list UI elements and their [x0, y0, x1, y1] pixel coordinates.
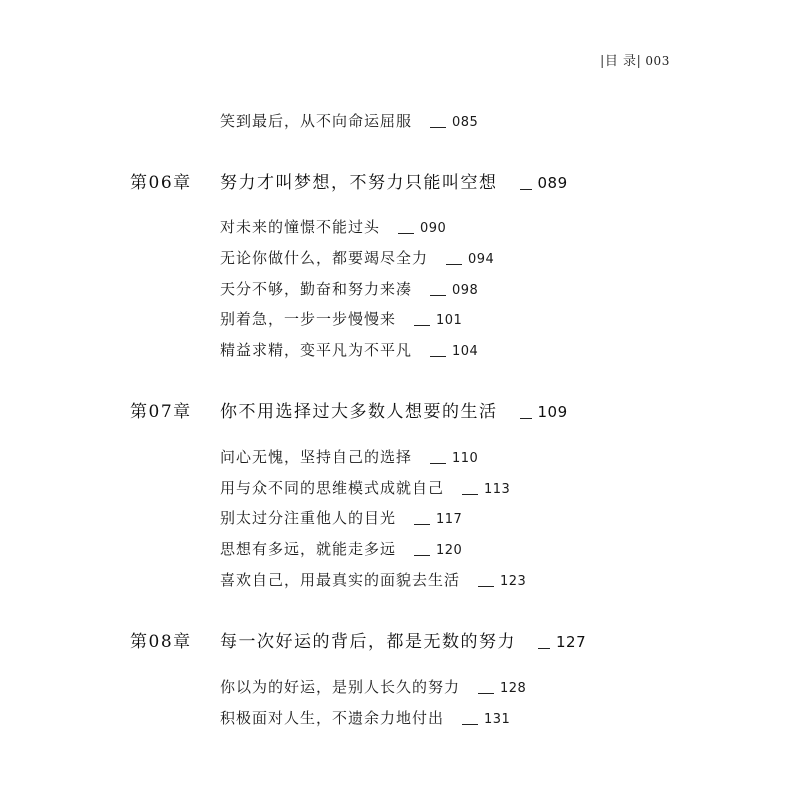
toc-entry[interactable] [220, 542, 462, 557]
toc-entry-page: 094 [468, 252, 495, 267]
leader-line [478, 693, 494, 694]
chapter-label: 第08章 [130, 632, 192, 652]
chapter-title: 你不用选择过大多数人想要的生活 [220, 402, 498, 422]
header-bar-right: | [636, 54, 642, 69]
toc-entry-page: 085 [452, 115, 479, 130]
chapter-heading[interactable] [130, 634, 586, 651]
toc-entry[interactable] [220, 343, 478, 358]
toc-entry[interactable] [220, 312, 462, 327]
toc-entry-page: 110 [452, 451, 479, 466]
leader-line [414, 325, 430, 326]
leader-line [538, 648, 550, 649]
toc-entry-page: 117 [436, 512, 463, 527]
toc-entry[interactable] [220, 282, 478, 297]
toc-entry-title: 精益求精，变平凡为不平凡 [220, 341, 413, 359]
header-bar-left: | [600, 54, 605, 69]
header-section-title: 目 录 [604, 54, 637, 69]
chapter-title: 努力才叫梦想，不努力只能叫空想 [220, 173, 498, 193]
chapter-page: 089 [537, 174, 568, 192]
toc-entry-title: 问心无愧，坚持自己的选择 [220, 448, 413, 466]
toc-entry-title: 无论你做什么，都要竭尽全力 [220, 249, 429, 267]
toc-entry[interactable] [220, 481, 510, 496]
toc-entry-title: 你以为的好运，是别人长久的努力 [220, 678, 461, 696]
chapter-heading[interactable] [130, 404, 568, 421]
chapter-page: 109 [537, 403, 568, 421]
leader-line [398, 233, 414, 234]
leader-line [520, 418, 532, 419]
leader-line [446, 264, 462, 265]
chapter-title: 每一次好运的背后，都是无数的努力 [220, 632, 516, 652]
leader-line [430, 127, 446, 128]
toc-entry[interactable] [220, 450, 478, 465]
toc-entry-page: 120 [436, 543, 463, 558]
toc-entry-title: 喜欢自己，用最真实的面貌去生活 [220, 571, 461, 589]
toc-entry-page: 128 [500, 681, 527, 696]
toc-entry[interactable] [220, 711, 510, 726]
chapter-heading[interactable] [130, 175, 568, 192]
toc-entry-page: 123 [500, 574, 527, 589]
toc-entry-title: 思想有多远，就能走多远 [220, 540, 397, 558]
toc-entry-title: 积极面对人生，不遗余力地付出 [220, 709, 445, 727]
leader-line [414, 555, 430, 556]
toc-entry-title: 别太过分注重他人的目光 [220, 509, 397, 527]
toc-entry-page: 104 [452, 344, 479, 359]
leader-line [430, 463, 446, 464]
leader-line [414, 524, 430, 525]
toc-entry-title: 别着急，一步一步慢慢来 [220, 310, 397, 328]
leader-line [430, 295, 446, 296]
toc-entry[interactable] [220, 251, 494, 266]
toc-entry[interactable] [220, 680, 526, 695]
toc-entry-page: 101 [436, 313, 463, 328]
leader-line [462, 494, 478, 495]
chapter-label: 第06章 [130, 173, 192, 193]
toc-entry-page: 090 [420, 221, 447, 236]
leader-line [430, 356, 446, 357]
toc-entry-title: 对未来的憧憬不能过头 [220, 218, 381, 236]
toc-entry-page: 098 [452, 283, 479, 298]
running-header [600, 50, 740, 69]
toc-entry[interactable] [220, 114, 478, 129]
leader-line [520, 189, 532, 190]
toc-entry-title: 天分不够，勤奋和努力来凑 [220, 280, 413, 298]
toc-entry-page: 113 [484, 482, 511, 497]
leader-line [478, 586, 494, 587]
toc-entry-page: 131 [484, 712, 511, 727]
header-page-number: 003 [645, 54, 670, 68]
toc-entry[interactable] [220, 511, 462, 526]
toc-entry[interactable] [220, 573, 526, 588]
chapter-page: 127 [556, 633, 587, 651]
leader-line [462, 724, 478, 725]
toc-entry-title: 笑到最后，从不向命运屈服 [220, 112, 413, 130]
toc-entry[interactable] [220, 220, 446, 235]
chapter-label: 第07章 [130, 402, 192, 422]
toc-entry-title: 用与众不同的思维模式成就自己 [220, 479, 445, 497]
